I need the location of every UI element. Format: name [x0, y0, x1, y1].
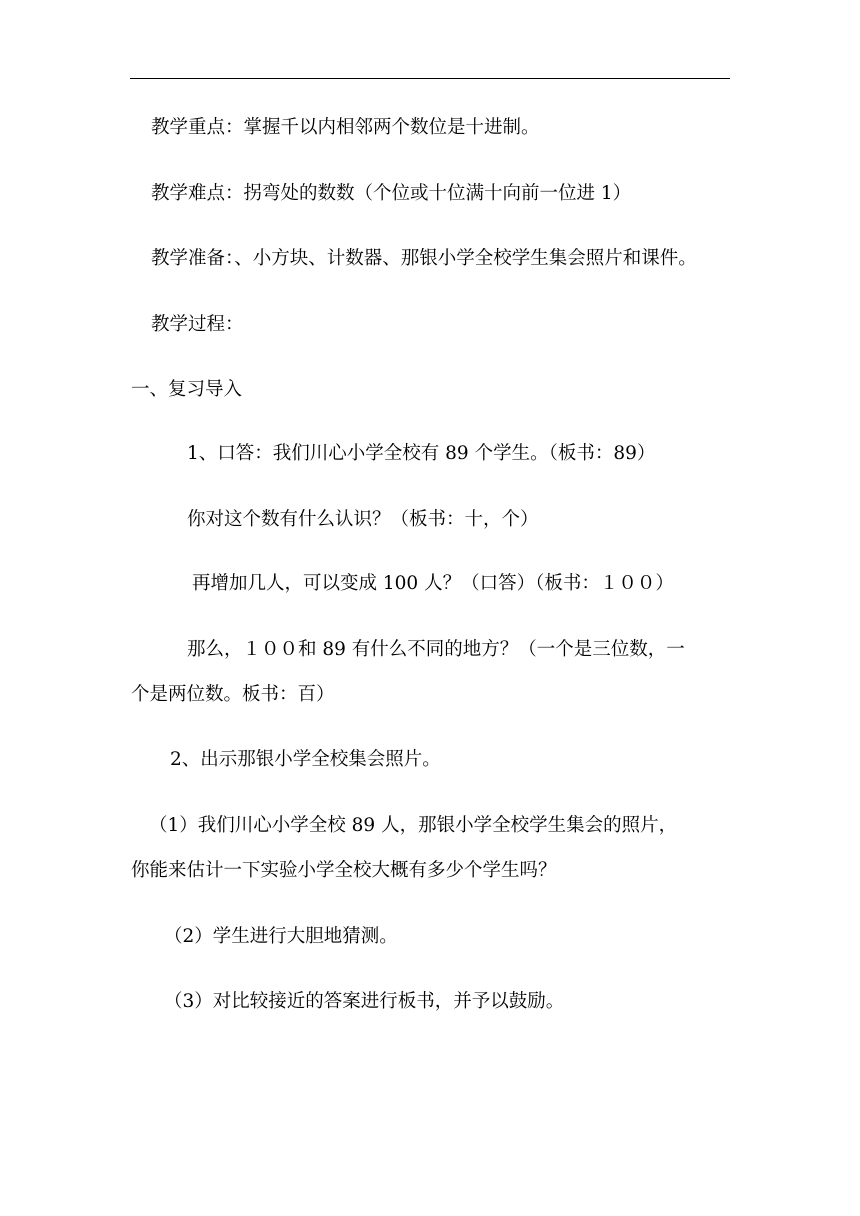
- header-rule: [130, 78, 730, 79]
- process-heading: 教学过程：: [151, 314, 244, 335]
- compare-line-1: 那么，１００和 89 有什么不同的地方？（一个是三位数，一: [187, 639, 685, 660]
- sub-item-1-line-1: （1）我们川心小学全校 89 人，那银小学全校学生集会的照片，: [149, 815, 678, 836]
- item-2-line: 2、出示那银小学全校集会照片。: [170, 749, 441, 770]
- sub-item-1-line-2: 你能来估计一下实验小学全校大概有多少个学生吗？: [131, 860, 557, 881]
- preparation-line: 教学准备：、小方块、计数器、那银小学全校学生集会照片和课件。: [151, 248, 697, 269]
- question-line: 你对这个数有什么认识？（板书：十，个）: [187, 509, 539, 530]
- section-heading-review: 一、复习导入: [131, 379, 243, 400]
- add-people-line: 再增加几人，可以变成 100 人？（口答）（板书：１００）: [192, 573, 674, 594]
- item-1-line: 1、口答：我们川心小学全校有 89 个学生。（板书：89）: [187, 443, 656, 464]
- sub-item-3-line: （3）对比较接近的答案进行板书，并予以鼓励。: [164, 991, 565, 1012]
- compare-line-2: 个是两位数。板书：百）: [131, 684, 335, 705]
- key-point-line: 教学重点：掌握千以内相邻两个数位是十进制。: [151, 117, 540, 138]
- sub-item-2-line: （2）学生进行大胆地猜测。: [164, 926, 398, 947]
- difficulty-line: 教学难点：拐弯处的数数（个位或十位满十向前一位进 1）: [151, 183, 632, 204]
